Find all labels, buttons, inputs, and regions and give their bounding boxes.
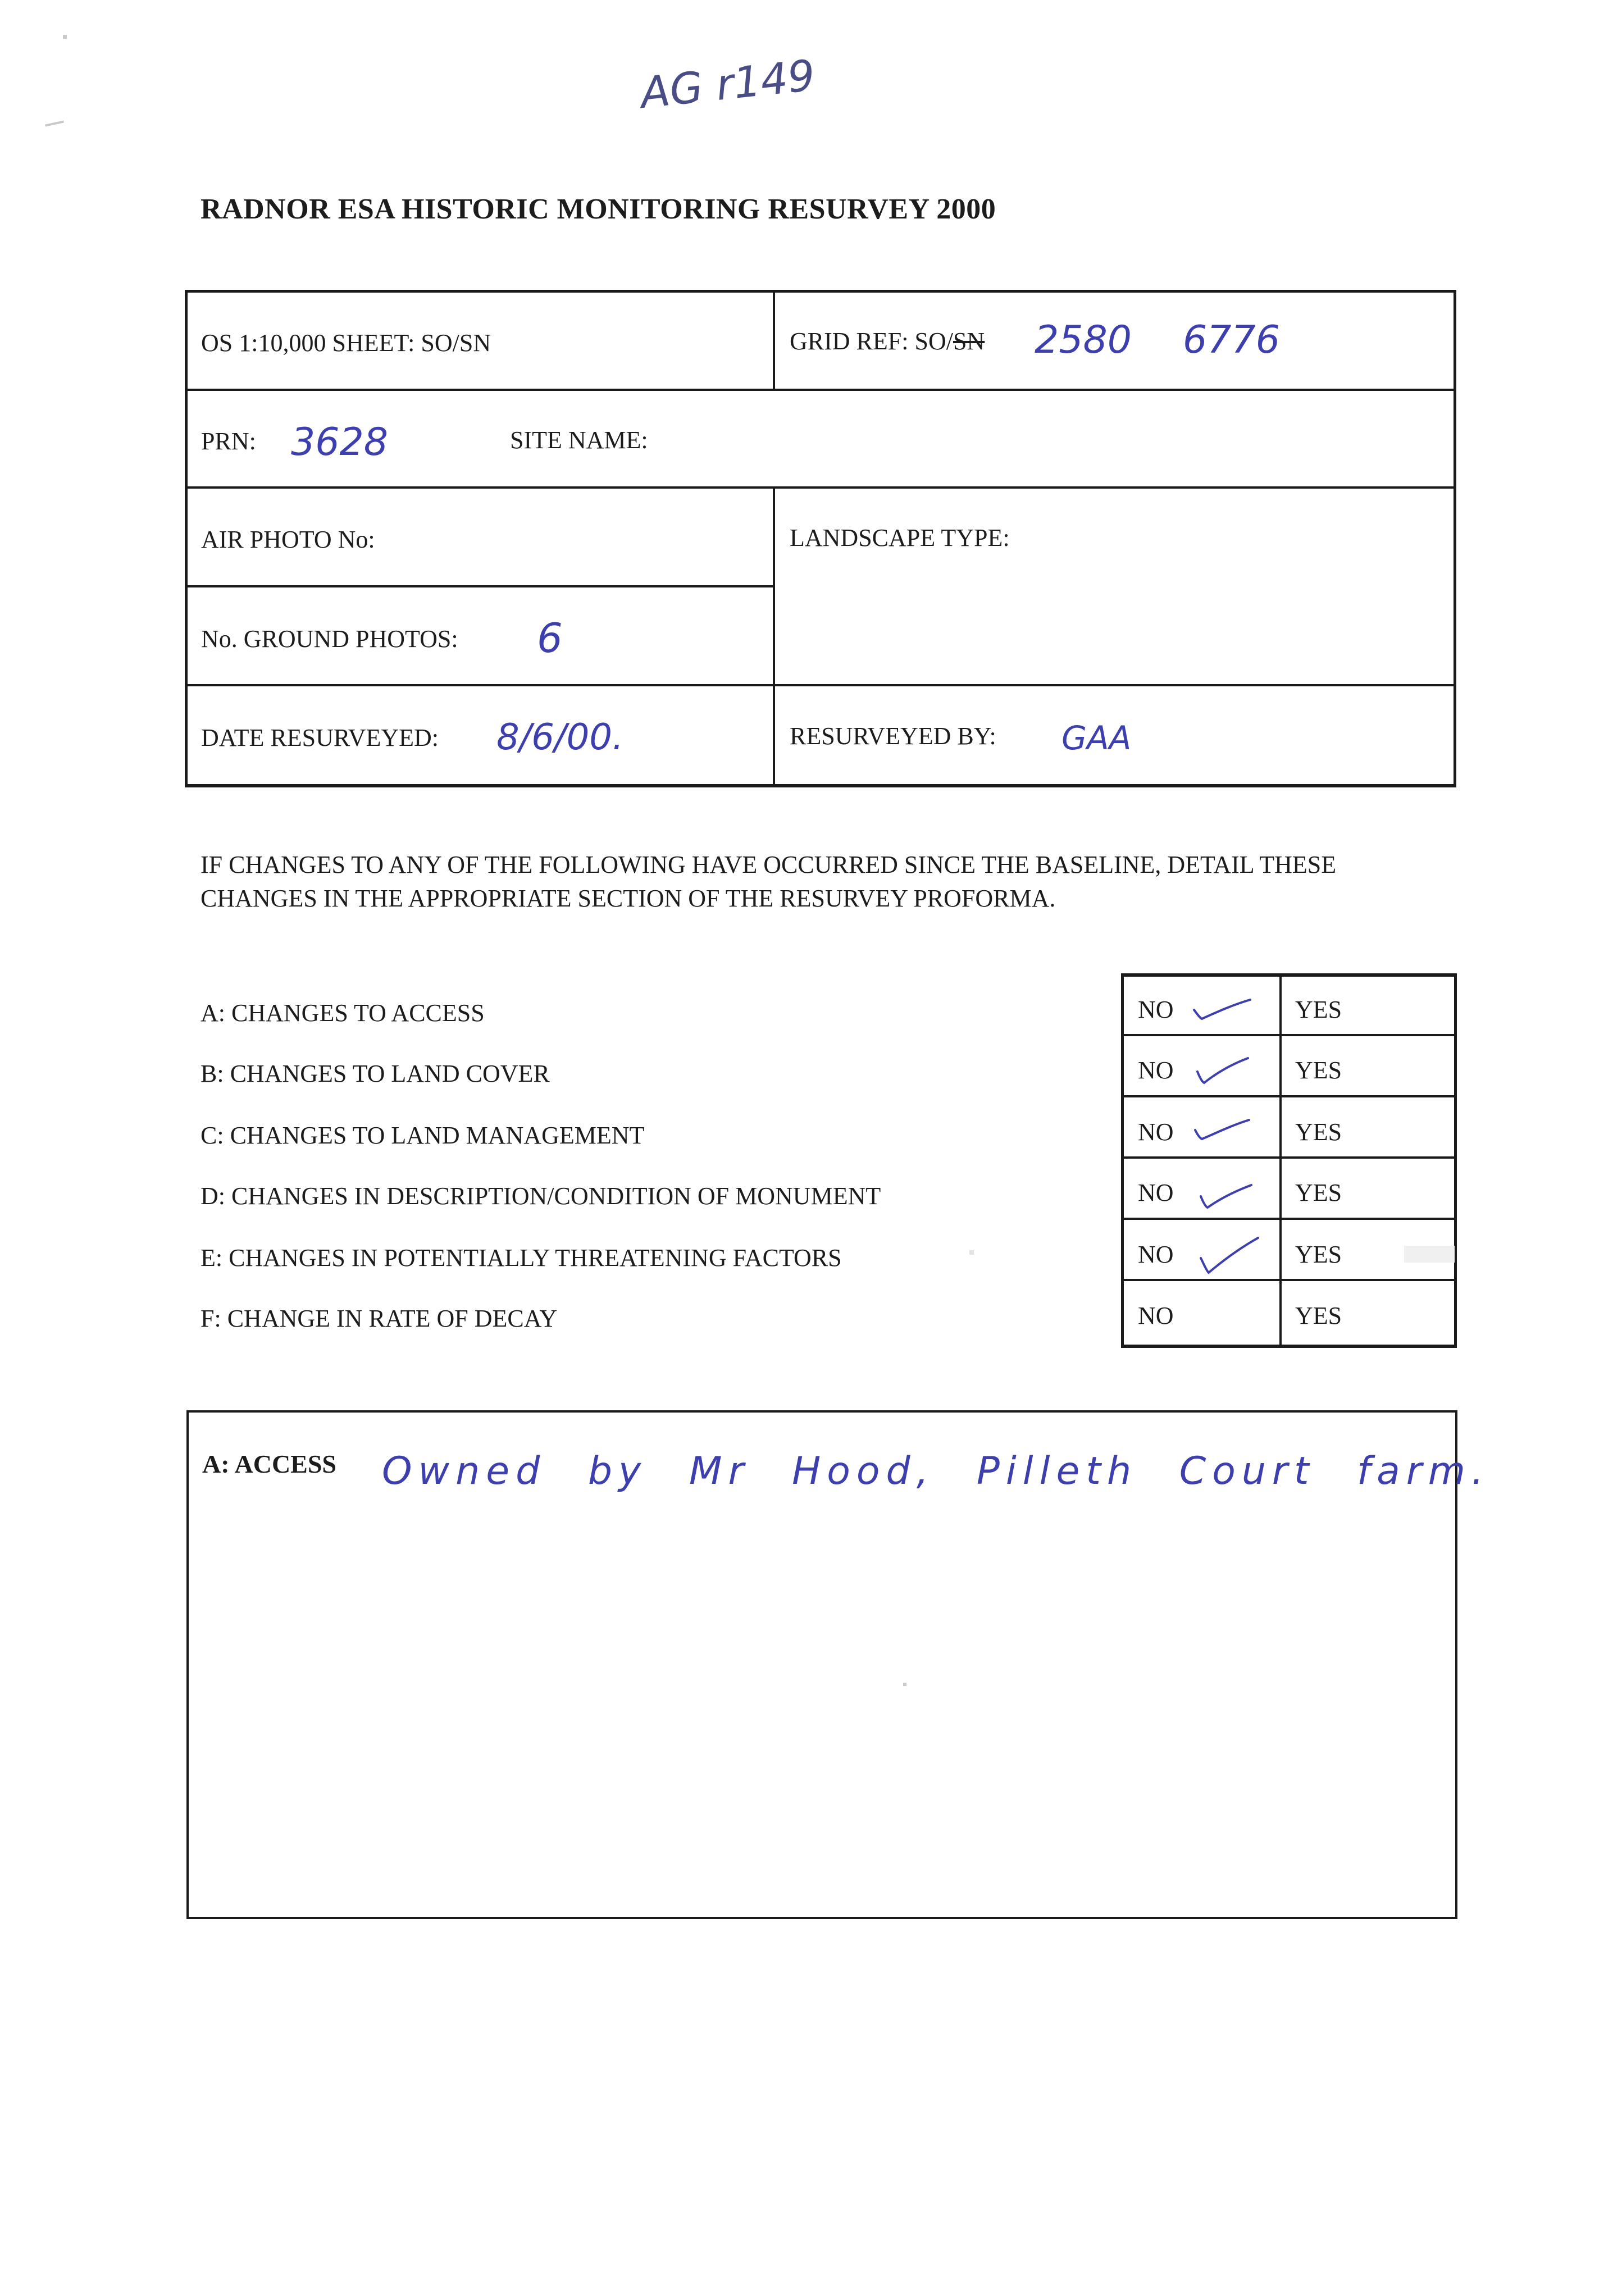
ground-photos-value: 6 (537, 614, 563, 662)
checklist-grid (1279, 973, 1282, 1348)
scan-mark (45, 121, 64, 127)
scan-mark (1404, 1246, 1455, 1263)
tick-mark-icon (1195, 1056, 1251, 1087)
no-option-b: NO (1138, 1056, 1174, 1084)
air-photo-label: AIR PHOTO No: (201, 526, 375, 553)
access-box-border (186, 1410, 1457, 1413)
no-option-d: NO (1138, 1179, 1174, 1206)
scan-mark (63, 35, 67, 39)
change-label-b: B: CHANGES TO LAND COVER (201, 1060, 550, 1087)
grid-ref-label (790, 327, 985, 356)
os-sheet-label: OS 1:10,000 SHEET: SO/SN (201, 329, 491, 357)
grid-ref-label-text: GRID REF: SO/ (790, 327, 953, 355)
form-divider (185, 486, 1456, 489)
resurveyed-by-value: GAA (1061, 719, 1132, 757)
checklist-grid (1121, 1218, 1457, 1220)
grid-ref-northing: 6776 (1183, 318, 1281, 362)
checklist-grid (1454, 973, 1457, 1348)
yes-option-d: YES (1295, 1179, 1342, 1206)
page-title: RADNOR ESA HISTORIC MONITORING RESURVEY 2000 (201, 193, 996, 225)
tick-mark-icon (1193, 1118, 1252, 1144)
form-border (185, 290, 188, 787)
resurveyed-by-label: RESURVEYED BY: (790, 722, 996, 750)
access-note: Owned by Mr Hood, Pilleth Court farm. (382, 1449, 1490, 1493)
form-border (1454, 290, 1456, 787)
no-option-c: NO (1138, 1118, 1174, 1146)
site-name-label: SITE NAME: (510, 426, 648, 454)
instructions: IF CHANGES TO ANY OF THE FOLLOWING HAVE OCCURRED SINCE THE BASELINE, DETAIL THESE CHANGES IN THE APPROPRIATE SECTION OF THE RESURVEY PROFORMA. (201, 851, 1337, 912)
yes-option-f: YES (1295, 1302, 1342, 1329)
yes-option-c: YES (1295, 1118, 1342, 1146)
form-border (185, 290, 1456, 293)
access-label: A: ACCESS (202, 1450, 337, 1478)
checklist-grid (1121, 1279, 1457, 1281)
checklist-grid (1121, 1034, 1457, 1036)
grid-ref-easting: 2580 (1035, 318, 1132, 362)
access-box-border (186, 1410, 189, 1919)
change-label-f: F: CHANGE IN RATE OF DECAY (201, 1305, 558, 1332)
grid-ref-struck: SN (953, 327, 985, 355)
tick-mark-icon (1199, 1182, 1255, 1212)
form-divider (185, 684, 1456, 686)
tick-mark-icon (1199, 1236, 1261, 1276)
access-box-border (186, 1917, 1457, 1919)
scan-mark (969, 1250, 974, 1255)
prn-value: 3628 (291, 420, 389, 464)
form-divider (773, 290, 775, 390)
checklist-grid (1121, 1156, 1457, 1159)
prn-label: PRN: (201, 427, 256, 455)
checklist-grid (1121, 1345, 1457, 1348)
scan-mark (903, 1683, 906, 1686)
checklist-grid (1121, 973, 1124, 1348)
form-divider (185, 389, 1456, 391)
change-label-d: D: CHANGES IN DESCRIPTION/CONDITION OF MONUMENT (201, 1182, 881, 1210)
checklist-grid (1121, 973, 1457, 977)
yes-option-e: YES (1295, 1241, 1342, 1268)
tick-mark-icon (1192, 997, 1254, 1026)
ground-photos-label: No. GROUND PHOTOS: (201, 625, 458, 653)
date-resurveyed-label: DATE RESURVEYED: (201, 724, 439, 751)
checklist-grid (1121, 1095, 1457, 1097)
top-annotation: AG r149 (638, 49, 818, 119)
no-option-e: NO (1138, 1241, 1174, 1268)
change-label-c: C: CHANGES TO LAND MANAGEMENT (201, 1122, 645, 1149)
change-label-e: E: CHANGES IN POTENTIALLY THREATENING FACTORS (201, 1244, 842, 1272)
form-border (185, 784, 1456, 787)
no-option-f: NO (1138, 1302, 1174, 1329)
landscape-type-label: LANDSCAPE TYPE: (790, 524, 1010, 552)
form-divider (773, 486, 775, 786)
yes-option-a: YES (1295, 996, 1342, 1023)
date-resurveyed-value: 8/6/00. (496, 717, 624, 758)
yes-option-b: YES (1295, 1056, 1342, 1084)
no-option-a: NO (1138, 996, 1174, 1023)
form-divider (185, 585, 775, 587)
change-label-a: A: CHANGES TO ACCESS (201, 999, 485, 1027)
